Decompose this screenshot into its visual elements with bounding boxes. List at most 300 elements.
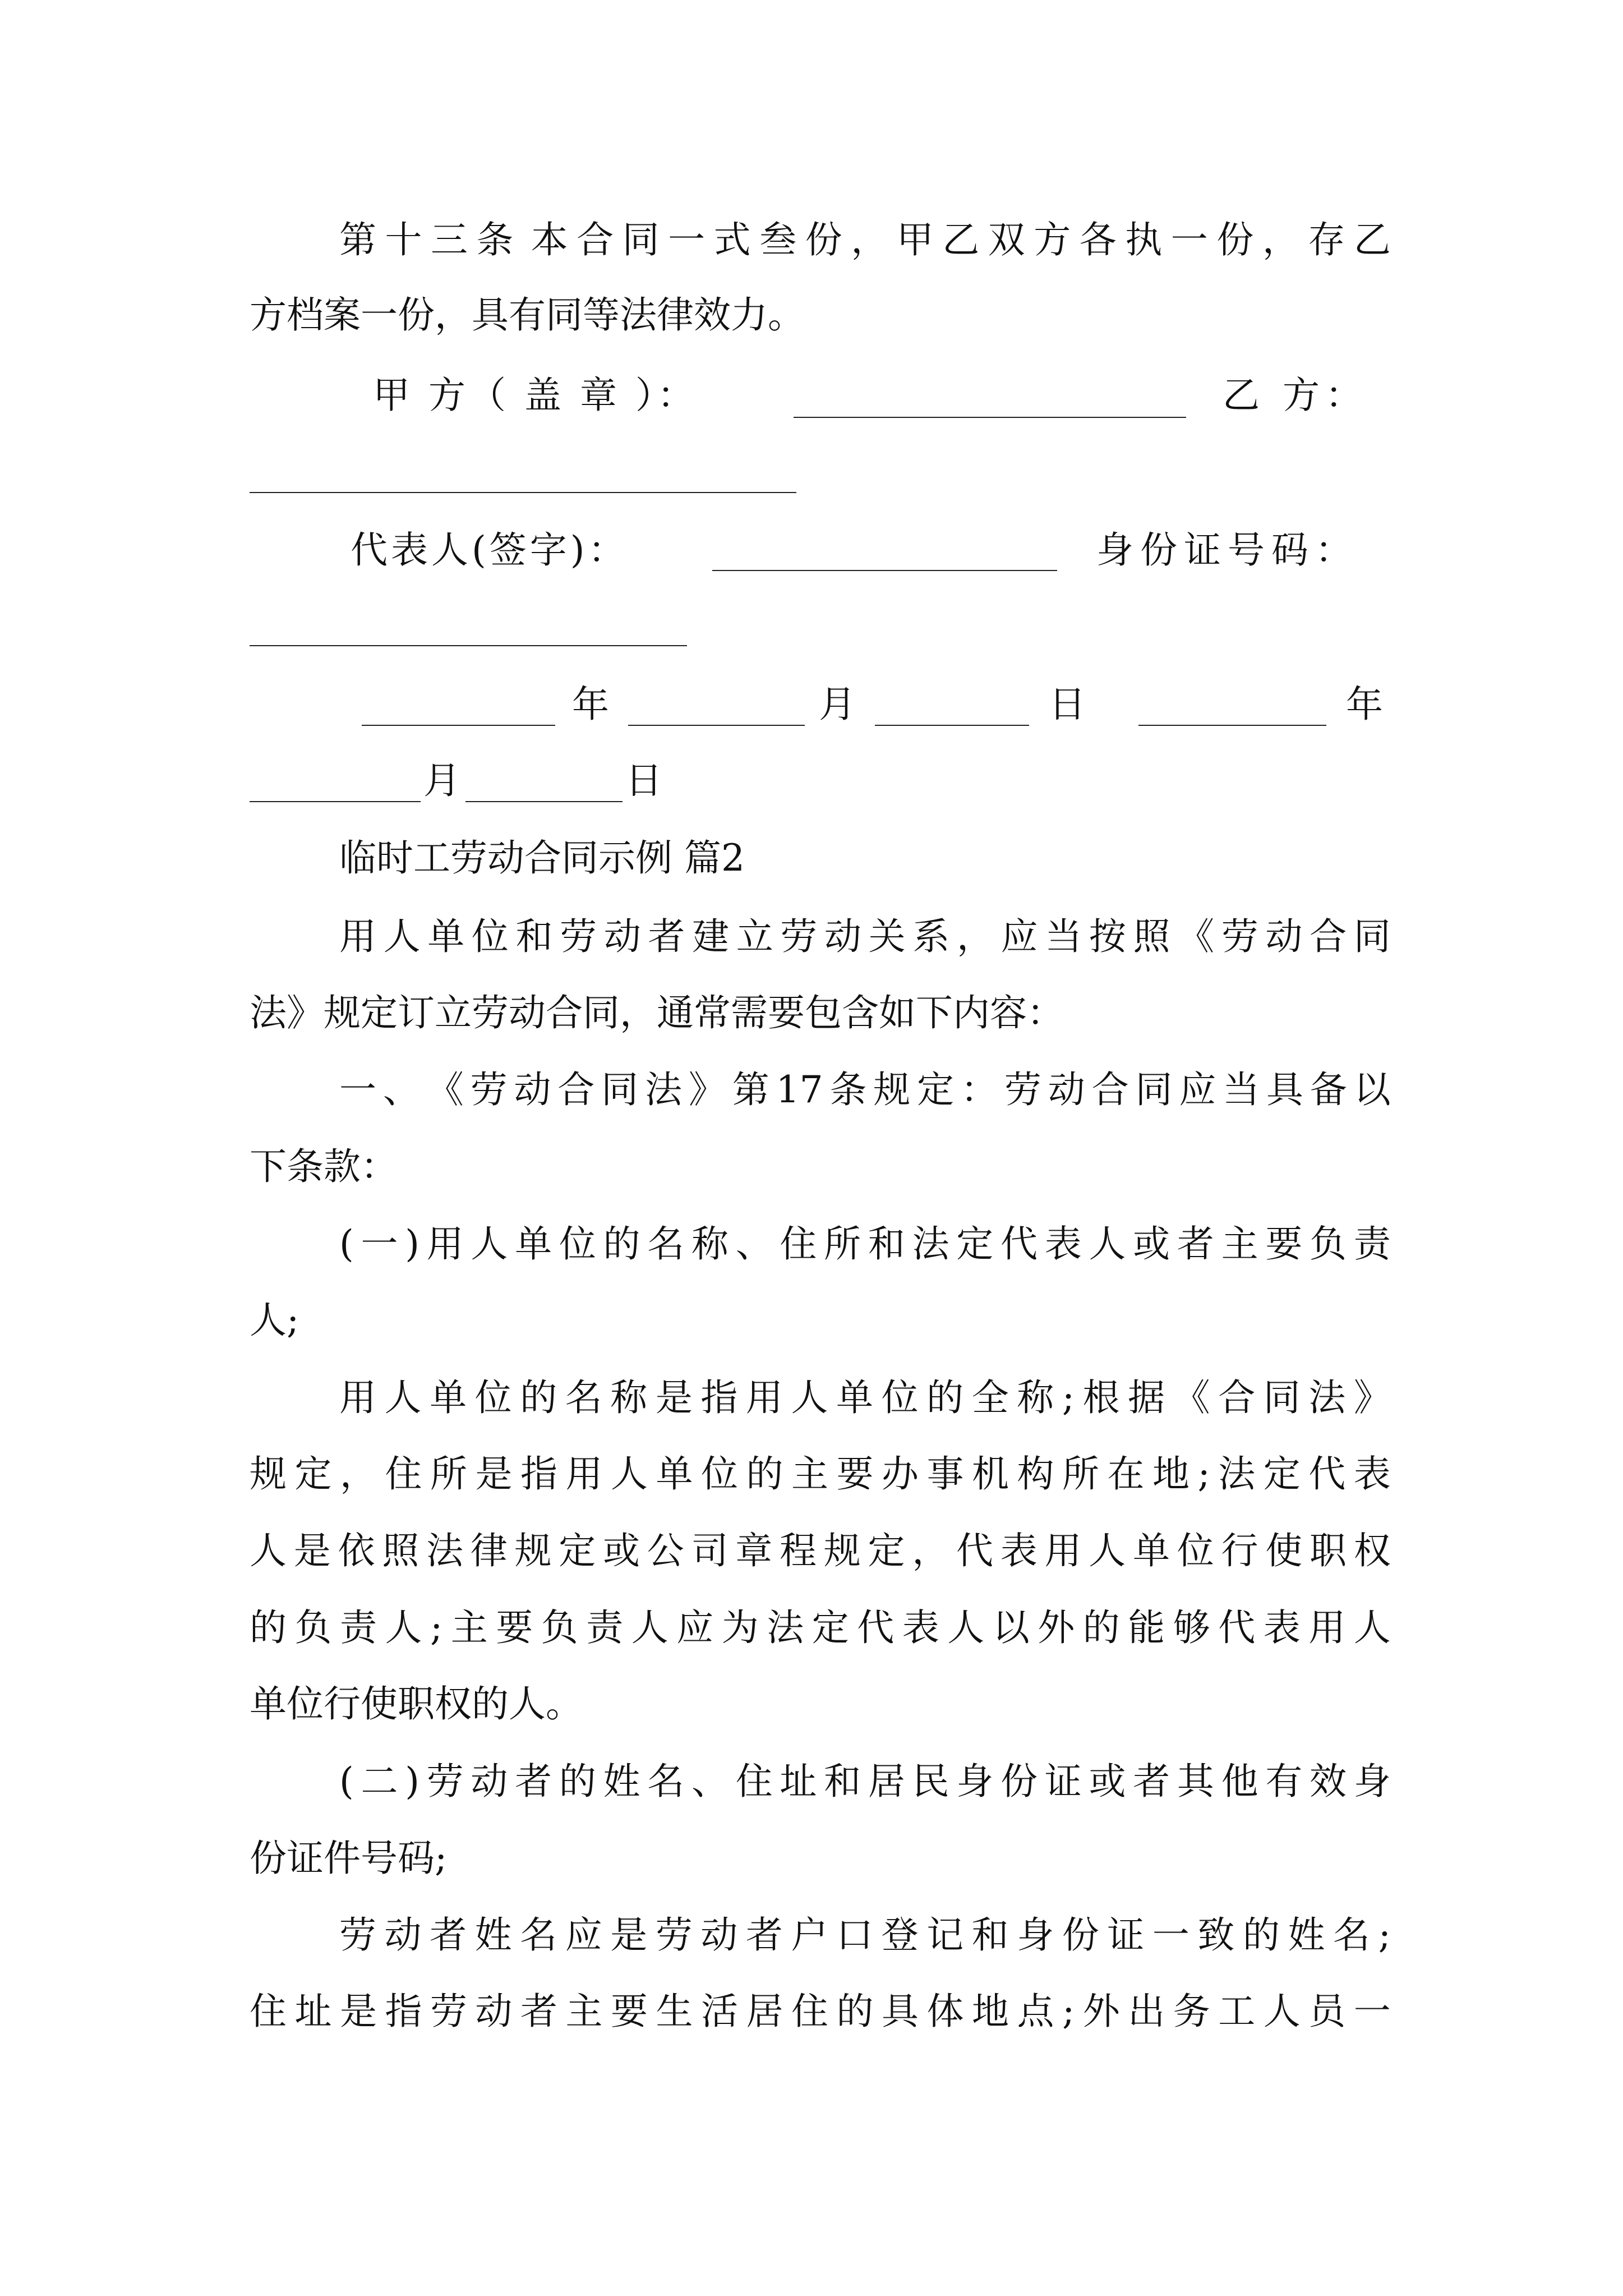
paragraph-3-line-2: 人; <box>250 1299 299 1342</box>
text-glyph: 者 <box>745 1913 783 1957</box>
text-glyph: 》 <box>688 1068 726 1111</box>
text-glyph: 动 <box>603 915 641 958</box>
text-glyph: 用 <box>426 1222 464 1266</box>
party-a-year-line <box>362 725 555 726</box>
text-glyph: 是 <box>340 1990 377 2033</box>
text-glyph: 人 <box>791 1376 828 1419</box>
text-glyph: 第 <box>339 218 376 261</box>
text-glyph: 法 <box>912 1222 949 1266</box>
text-glyph: 应 <box>1179 1068 1216 1111</box>
text-glyph: 程 <box>780 1529 817 1572</box>
text-glyph: 劳 <box>1221 915 1258 958</box>
text-glyph: 民 <box>912 1760 949 1803</box>
party-a-signature-line <box>794 417 1186 418</box>
text-glyph: 口 <box>836 1913 874 1957</box>
text-glyph: 章 <box>735 1529 773 1572</box>
paragraph-6-line-1 <box>339 1913 1391 1958</box>
text-glyph: 是 <box>655 1376 693 1419</box>
text-glyph: 用 <box>745 1376 783 1419</box>
text-glyph: 系 <box>912 915 950 958</box>
text-glyph: 规 <box>823 1529 861 1572</box>
text-glyph: ： <box>961 1068 998 1111</box>
text-glyph: 人 <box>947 1606 985 1649</box>
text-glyph: 的 <box>559 1760 596 1803</box>
text-glyph: 身 <box>1017 1913 1054 1957</box>
text-glyph: 权 <box>1353 1529 1391 1572</box>
text-glyph: 同 <box>1263 1376 1301 1419</box>
text-glyph: 效 <box>1310 1760 1347 1803</box>
text-glyph: 规 <box>873 1068 911 1111</box>
text-glyph: 住 <box>735 1760 773 1803</box>
text-glyph: 劳 <box>470 1068 508 1111</box>
text-glyph: 行 <box>1221 1529 1258 1572</box>
text-glyph: 法 <box>1218 1452 1256 1496</box>
paragraph-4-line-1 <box>339 1375 1391 1420</box>
text-glyph: ， <box>1262 218 1299 261</box>
text-glyph: 表 <box>1000 1529 1038 1572</box>
text-glyph: 身 <box>956 1760 994 1803</box>
text-glyph: 动 <box>475 1990 513 2033</box>
paragraph-4-line-5: 单位行使职权的人。 <box>250 1682 583 1726</box>
text-glyph: 执 <box>1125 218 1163 261</box>
text-glyph: 动 <box>384 1913 422 1957</box>
text-glyph: 主 <box>450 1606 488 1649</box>
text-glyph: 名 <box>647 1222 685 1266</box>
text-glyph: 地 <box>972 1990 1009 2033</box>
text-glyph: 一 <box>1152 1913 1189 1957</box>
text-glyph: 主 <box>791 1452 828 1496</box>
party-b-year-line <box>1138 725 1326 726</box>
paragraph-6-line-2 <box>250 1989 1391 2034</box>
text-glyph: 用 <box>1044 1529 1082 1572</box>
text-glyph: 负 <box>541 1606 578 1649</box>
text-glyph: 规 <box>250 1452 287 1496</box>
text-glyph: 单 <box>515 1222 552 1266</box>
text-glyph: 一 <box>1353 1990 1391 2033</box>
text-glyph: 外 <box>1038 1606 1075 1649</box>
text-glyph: 合 <box>1310 915 1347 958</box>
text-glyph: 名 <box>1333 1913 1371 1957</box>
text-glyph: ; <box>1378 1913 1391 1957</box>
text-glyph: 称 <box>1017 1376 1054 1419</box>
text-glyph: 称 <box>610 1376 648 1419</box>
text-glyph: 动 <box>1265 915 1303 958</box>
text-glyph: 要 <box>836 1452 874 1496</box>
text-glyph: 用 <box>1308 1606 1346 1649</box>
party-b-label: 乙 方： <box>1223 374 1368 417</box>
text-glyph: 据 <box>1128 1376 1165 1419</box>
text-glyph: 员 <box>1308 1990 1346 2033</box>
text-glyph: 地 <box>1152 1452 1189 1496</box>
representative-signature-line <box>712 570 1057 571</box>
text-glyph: 份 <box>1062 1913 1099 1957</box>
text-glyph: 能 <box>1128 1606 1165 1649</box>
text-glyph: 份 <box>1216 218 1254 261</box>
text-glyph: 定 <box>956 1222 994 1266</box>
text-glyph: 法 <box>645 1068 683 1111</box>
text-glyph: ; <box>1062 1376 1075 1419</box>
text-glyph: 人 <box>383 915 421 958</box>
text-glyph: 人 <box>250 1529 287 1572</box>
text-glyph: 所 <box>430 1452 467 1496</box>
text-glyph: 址 <box>294 1990 332 2033</box>
text-glyph: 条 <box>829 1068 867 1111</box>
text-glyph: ， <box>912 1529 949 1572</box>
text-glyph: 《 <box>1177 915 1215 958</box>
text-glyph: 名 <box>565 1376 602 1419</box>
party-b-month-label: 月 <box>423 759 460 802</box>
party-b-day-line <box>465 801 623 802</box>
text-glyph: 份 <box>805 218 842 261</box>
text-glyph: 的 <box>746 1452 783 1496</box>
article-13-line-2: 方档案一份，具有同等法律效力。 <box>250 293 805 337</box>
text-glyph: 的 <box>836 1990 874 2033</box>
text-glyph: 单 <box>656 1452 693 1496</box>
text-glyph: 指 <box>385 1990 422 2033</box>
text-glyph: 位 <box>1177 1529 1214 1572</box>
text-glyph: ) <box>405 1222 419 1266</box>
text-glyph: 》 <box>1353 1376 1391 1419</box>
text-glyph: 身 <box>1353 1760 1391 1803</box>
text-glyph: 者 <box>1177 1222 1214 1266</box>
text-glyph: 负 <box>294 1606 332 1649</box>
text-glyph: 劳 <box>339 1913 376 1957</box>
text-glyph: 表 <box>1263 1606 1301 1649</box>
text-glyph: 人 <box>1353 1606 1391 1649</box>
text-glyph: 依 <box>338 1529 375 1572</box>
text-glyph: 姓 <box>603 1760 640 1803</box>
text-glyph: 责 <box>340 1606 377 1649</box>
text-glyph: 要 <box>611 1990 648 2033</box>
text-glyph: 当 <box>1045 915 1082 958</box>
text-glyph: 叁 <box>759 218 797 261</box>
text-glyph: 务 <box>1173 1990 1210 2033</box>
text-glyph: 劳 <box>655 1913 693 1957</box>
text-glyph: 根 <box>1082 1376 1120 1419</box>
text-glyph: 一 <box>361 1222 398 1266</box>
text-glyph: 份 <box>1000 1760 1038 1803</box>
text-glyph: 是 <box>475 1452 513 1496</box>
text-glyph: 照 <box>1133 915 1170 958</box>
text-glyph: 方 <box>1034 218 1071 261</box>
text-glyph: 指 <box>520 1452 557 1496</box>
paragraph-2-line-2: 下条款： <box>250 1145 398 1188</box>
text-glyph: 动 <box>700 1913 738 1957</box>
text-glyph: 动 <box>824 915 862 958</box>
text-glyph: ， <box>851 218 888 261</box>
party-a-day-label: 日 <box>1049 683 1086 726</box>
text-glyph: 立 <box>736 915 773 958</box>
text-glyph: 或 <box>603 1529 640 1572</box>
id-number-line <box>250 645 687 646</box>
text-glyph: 、 <box>735 1222 773 1266</box>
text-glyph: 他 <box>1221 1760 1258 1803</box>
party-b-year-label: 年 <box>1346 683 1383 726</box>
text-glyph: 单 <box>1133 1529 1170 1572</box>
text-glyph: 单 <box>430 1376 467 1419</box>
text-glyph: 主 <box>565 1990 603 2033</box>
text-glyph: 同 <box>1353 915 1391 958</box>
text-glyph: 合 <box>1091 1068 1129 1111</box>
text-glyph: 要 <box>496 1606 533 1649</box>
text-glyph: 的 <box>603 1222 640 1266</box>
text-glyph: 者 <box>648 915 685 958</box>
text-glyph: 记 <box>926 1913 964 1957</box>
text-glyph: 律 <box>470 1529 508 1572</box>
text-glyph: 户 <box>791 1913 828 1957</box>
text-glyph: 居 <box>868 1760 905 1803</box>
text-glyph: 机 <box>972 1452 1009 1496</box>
text-glyph: 按 <box>1089 915 1126 958</box>
text-glyph: 住 <box>250 1990 287 2033</box>
text-glyph: 定 <box>917 1068 955 1111</box>
party-a-month-label: 月 <box>819 683 856 726</box>
text-glyph: 人 <box>1089 1222 1126 1266</box>
text-glyph: 名 <box>647 1760 685 1803</box>
paragraph-1-line-2: 法》规定订立劳动合同，通常需要包含如下内容： <box>250 991 1064 1034</box>
text-glyph: 有 <box>1265 1760 1303 1803</box>
text-glyph: 动 <box>471 1760 508 1803</box>
text-glyph: 者 <box>520 1990 557 2033</box>
text-glyph: 应 <box>1000 915 1038 958</box>
text-glyph: 劳 <box>560 915 597 958</box>
text-glyph: 为 <box>721 1606 759 1649</box>
text-glyph: 人 <box>1263 1990 1301 2033</box>
text-glyph: 致 <box>1197 1913 1235 1957</box>
text-glyph: 出 <box>1128 1990 1165 2033</box>
text-glyph: 住 <box>780 1222 817 1266</box>
text-glyph: 位 <box>471 915 509 958</box>
text-glyph: 定 <box>294 1452 332 1496</box>
text-glyph: 存 <box>1308 218 1345 261</box>
text-glyph: 址 <box>780 1760 817 1803</box>
text-glyph: 以 <box>992 1606 1030 1649</box>
text-glyph: 人 <box>611 1452 648 1496</box>
text-glyph: 定 <box>868 1529 905 1572</box>
text-glyph: 活 <box>701 1990 738 2033</box>
text-glyph: 责 <box>1353 1222 1391 1266</box>
text-glyph: 司 <box>691 1529 728 1572</box>
text-glyph: 规 <box>514 1529 552 1572</box>
text-glyph: 二 <box>361 1760 398 1803</box>
text-glyph: 位 <box>474 1376 512 1419</box>
text-glyph: 本 <box>531 218 568 261</box>
representative-label: 代表人(签字)： <box>351 528 629 572</box>
text-glyph: 具 <box>882 1990 919 2033</box>
text-glyph: 合 <box>577 218 614 261</box>
party-b-month-line <box>250 801 421 802</box>
id-number-label: 身份证号码： <box>1096 528 1359 572</box>
text-glyph: 人 <box>385 1606 422 1649</box>
party-a-day-line <box>875 725 1029 726</box>
text-glyph: 代 <box>1218 1606 1256 1649</box>
section-heading: 临时工劳动合同示例 篇2 <box>339 836 745 880</box>
text-glyph: 者 <box>1133 1760 1170 1803</box>
text-glyph: 或 <box>1089 1760 1126 1803</box>
text-glyph: 第 <box>732 1068 769 1111</box>
text-glyph: 是 <box>293 1529 331 1572</box>
text-glyph: 位 <box>559 1222 596 1266</box>
party-b-signature-line <box>250 492 796 493</box>
party-a-year-label: 年 <box>572 683 609 726</box>
text-glyph: 全 <box>971 1376 1009 1419</box>
text-glyph: 备 <box>1310 1068 1347 1111</box>
text-glyph: 一 <box>668 218 706 261</box>
text-glyph: 住 <box>385 1452 422 1496</box>
text-glyph: 工 <box>1218 1990 1256 2033</box>
text-glyph: 、 <box>382 1068 420 1111</box>
text-glyph: 的 <box>1082 1606 1120 1649</box>
text-glyph: 其 <box>1177 1760 1214 1803</box>
text-glyph: 所 <box>824 1222 861 1266</box>
text-glyph: 劳 <box>430 1990 467 2033</box>
text-glyph: 够 <box>1173 1606 1210 1649</box>
text-glyph: 事 <box>926 1452 964 1496</box>
text-glyph: 定 <box>559 1529 596 1572</box>
text-glyph: 指 <box>700 1376 738 1419</box>
text-glyph: 动 <box>1048 1068 1085 1111</box>
paragraph-4-line-2 <box>250 1452 1391 1497</box>
text-glyph: 表 <box>1044 1222 1082 1266</box>
text-glyph: 位 <box>881 1376 919 1419</box>
text-glyph: ， <box>340 1452 377 1496</box>
text-glyph: 法 <box>426 1529 463 1572</box>
paragraph-4-line-4 <box>250 1605 1391 1650</box>
text-glyph: 同 <box>601 1068 639 1111</box>
text-glyph: 生 <box>656 1990 693 2033</box>
text-glyph: 三 <box>431 218 468 261</box>
text-glyph: 责 <box>586 1606 624 1649</box>
text-glyph: 代 <box>1308 1452 1346 1496</box>
text-glyph: 表 <box>1353 1452 1391 1496</box>
text-glyph: 住 <box>791 1990 828 2033</box>
text-glyph: 的 <box>1242 1913 1280 1957</box>
text-glyph: 和 <box>824 1760 861 1803</box>
text-glyph: 的 <box>520 1376 557 1419</box>
text-glyph: 定 <box>811 1606 849 1649</box>
paragraph-1-line-1 <box>339 914 1391 959</box>
text-glyph: 条 <box>476 218 514 261</box>
text-glyph: 和 <box>868 1222 905 1266</box>
text-glyph: 、 <box>691 1760 728 1803</box>
text-glyph: 一 <box>1170 218 1208 261</box>
text-glyph: 甲 <box>896 218 934 261</box>
text-glyph: 证 <box>1107 1913 1145 1957</box>
text-glyph: 登 <box>881 1913 919 1957</box>
text-glyph: 乙 <box>942 218 980 261</box>
text-glyph: ， <box>956 915 994 958</box>
text-glyph: 单 <box>836 1376 874 1419</box>
party-a-month-line <box>628 725 805 726</box>
text-glyph: 办 <box>882 1452 919 1496</box>
text-glyph: 职 <box>1310 1529 1347 1572</box>
text-glyph: 应 <box>565 1913 602 1957</box>
text-glyph: 的 <box>926 1376 964 1419</box>
text-glyph: 一 <box>339 1068 376 1111</box>
text-glyph: 居 <box>746 1990 783 2033</box>
text-glyph: 同 <box>622 218 660 261</box>
text-glyph: 称 <box>691 1222 728 1266</box>
text-glyph: 负 <box>1310 1222 1347 1266</box>
text-glyph: 《 <box>426 1068 464 1111</box>
text-glyph: 姓 <box>1288 1913 1325 1957</box>
text-glyph: 17 <box>776 1068 823 1111</box>
text-glyph: 或 <box>1133 1222 1170 1266</box>
text-glyph: 所 <box>1062 1452 1099 1496</box>
text-glyph: ; <box>1062 1990 1075 2033</box>
text-glyph: 劳 <box>1004 1068 1041 1111</box>
text-glyph: 当 <box>1223 1068 1260 1111</box>
paragraph-3-line-1 <box>339 1222 1391 1267</box>
text-glyph: 要 <box>1265 1222 1303 1266</box>
text-glyph: 法 <box>1308 1376 1346 1419</box>
text-glyph: 构 <box>1017 1452 1054 1496</box>
paragraph-2-line-1 <box>339 1068 1391 1112</box>
text-glyph: ( <box>339 1222 354 1266</box>
text-glyph: 各 <box>1079 218 1117 261</box>
text-glyph: 定 <box>1263 1452 1301 1496</box>
text-glyph: ) <box>405 1760 419 1803</box>
text-glyph: 劳 <box>780 915 818 958</box>
text-glyph: 用 <box>339 1376 376 1419</box>
text-glyph: ; <box>430 1606 443 1649</box>
text-glyph: 应 <box>676 1606 714 1649</box>
text-glyph: 和 <box>515 915 553 958</box>
text-glyph: ( <box>339 1760 354 1803</box>
text-glyph: 外 <box>1082 1990 1120 2033</box>
text-glyph: 姓 <box>474 1913 512 1957</box>
text-glyph: 以 <box>1353 1068 1391 1111</box>
paragraph-4-line-3 <box>250 1529 1391 1573</box>
text-glyph: 代 <box>857 1606 895 1649</box>
paragraph-5-line-1 <box>339 1759 1391 1804</box>
text-glyph: 劳 <box>426 1760 464 1803</box>
party-b-day-label: 日 <box>625 759 662 802</box>
text-glyph: 点 <box>1017 1990 1054 2033</box>
text-glyph: 《 <box>1173 1376 1210 1419</box>
text-glyph: 关 <box>868 915 906 958</box>
text-glyph: 人 <box>1089 1529 1126 1572</box>
text-glyph: 在 <box>1107 1452 1145 1496</box>
text-glyph: 公 <box>647 1529 684 1572</box>
text-glyph: 用 <box>339 915 376 958</box>
text-glyph: 名 <box>520 1913 557 1957</box>
text-glyph: 证 <box>1044 1760 1082 1803</box>
text-glyph: 动 <box>514 1068 551 1111</box>
text-glyph: 合 <box>1218 1376 1256 1419</box>
paragraph-5-line-2: 份证件号码; <box>250 1837 448 1880</box>
text-glyph: 人 <box>384 1376 422 1419</box>
text-glyph: 双 <box>988 218 1025 261</box>
text-glyph: 单 <box>427 915 465 958</box>
text-glyph: 同 <box>1135 1068 1173 1111</box>
party-a-label: 甲 方（ 盖 章 ）： <box>373 374 698 417</box>
text-glyph: 十 <box>385 218 422 261</box>
text-glyph: 是 <box>610 1913 648 1957</box>
text-glyph: 具 <box>1266 1068 1304 1111</box>
article-13-line-1 <box>339 218 1391 263</box>
text-glyph: ; <box>1197 1452 1210 1496</box>
text-glyph: 者 <box>430 1913 467 1957</box>
text-glyph: 表 <box>902 1606 939 1649</box>
text-glyph: 法 <box>767 1606 804 1649</box>
text-glyph: 人 <box>631 1606 668 1649</box>
text-glyph: 乙 <box>1353 218 1391 261</box>
text-glyph: 照 <box>382 1529 419 1572</box>
text-glyph: 体 <box>926 1990 964 2033</box>
text-glyph: 人 <box>471 1222 508 1266</box>
text-glyph: 位 <box>701 1452 738 1496</box>
